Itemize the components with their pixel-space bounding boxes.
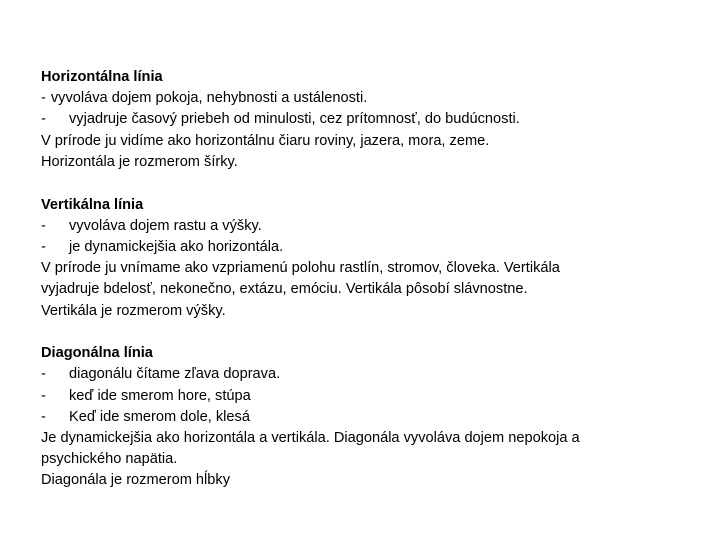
document-body xyxy=(41,67,691,492)
section-vertical-line xyxy=(41,195,691,322)
section-title: Horizontálna línia xyxy=(41,69,163,85)
body-line: Vertikála je rozmerom výšky. xyxy=(41,302,226,319)
bullet-dash: - xyxy=(41,387,46,404)
bullet-text: diagonálu čítame zľava doprava. xyxy=(69,366,281,383)
bullet-item xyxy=(41,109,691,130)
bullet-dash: - xyxy=(41,408,46,425)
bullet-item xyxy=(41,407,691,428)
bullet-item xyxy=(41,216,691,237)
bullet-text: vyvoláva dojem rastu a výšky. xyxy=(69,217,262,234)
body-line: Diagonála je rozmerom hĺbky xyxy=(41,472,230,489)
section-title: Diagonálna línia xyxy=(41,345,153,362)
bullet-dash: - xyxy=(41,111,46,128)
bullet-text: keď ide smerom hore, stúpa xyxy=(69,387,251,404)
section-horizontal-line xyxy=(41,67,691,173)
bullet-dash: - xyxy=(41,217,46,234)
bullet-item xyxy=(41,364,691,385)
bullet-item xyxy=(41,237,691,258)
section-title: Vertikálna línia xyxy=(41,196,144,213)
bullet-text: vyjadruje časový priebeh od minulosti, cez prítomnosť, do budúcnosti. xyxy=(69,111,520,128)
bullet-text: je dynamickejšia ako horizontála. xyxy=(69,238,284,255)
bullet-dash: - xyxy=(41,90,46,107)
body-line: V prírode ju vidíme ako horizontálnu čiaru roviny, jazera, mora, zeme. xyxy=(41,132,490,149)
body-line: V prírode ju vnímame ako vzpriamenú polohu rastlín, stromov, človeka. Vertikála xyxy=(41,260,560,277)
bullet-item xyxy=(41,88,691,109)
section-diagonal-line xyxy=(41,343,691,491)
bullet-item xyxy=(41,386,691,407)
bullet-text: vyvoláva dojem pokoja, nehybnosti a ustálenosti. xyxy=(50,90,368,107)
body-line: psychického napätia. xyxy=(41,451,178,468)
body-line: Je dynamickejšia ako horizontála a vertikála. Diagonála vyvoláva dojem nepokoja a xyxy=(41,430,580,447)
bullet-dash: - xyxy=(41,366,46,383)
body-line: vyjadruje bdelosť, nekonečno, extázu, emóciu. Vertikála pôsobí slávnostne. xyxy=(41,281,528,298)
body-line: Horizontála je rozmerom šírky. xyxy=(41,153,238,170)
bullet-dash: - xyxy=(41,238,46,255)
bullet-text: Keď ide smerom dole, klesá xyxy=(69,408,250,425)
